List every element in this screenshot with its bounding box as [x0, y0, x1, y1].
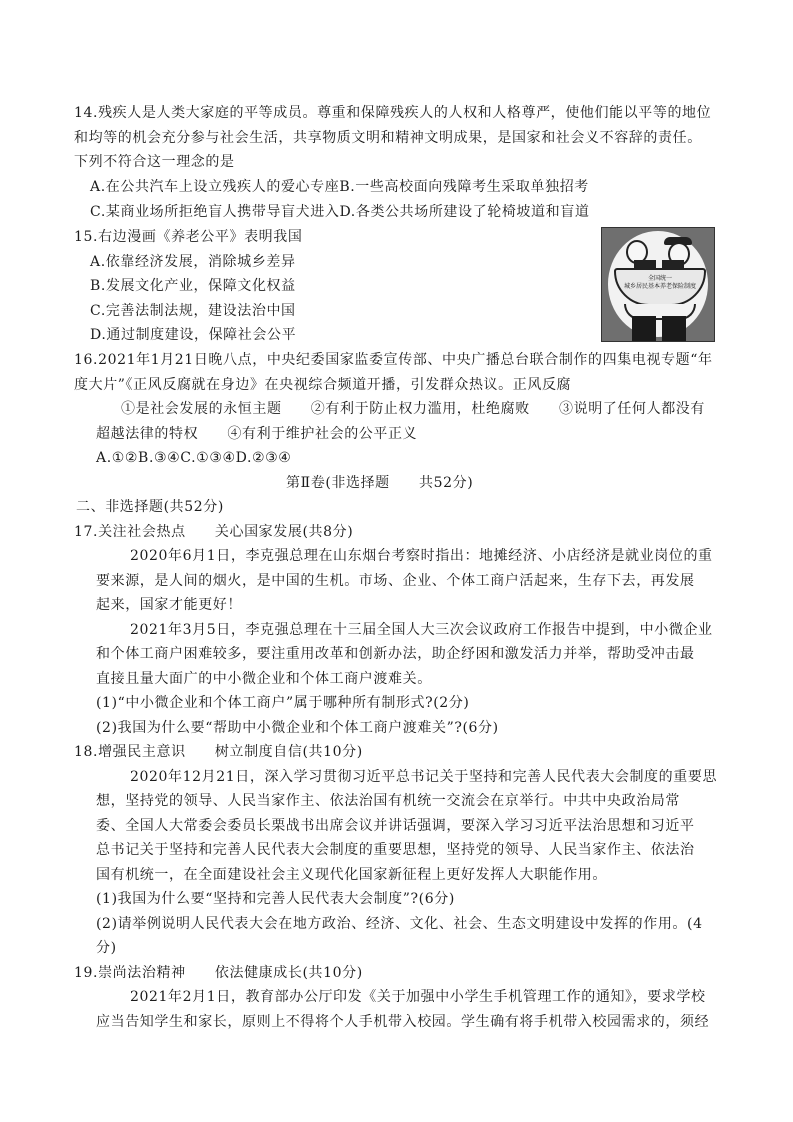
q16-options: A.①②B.③④C.①③④D.②③④ — [96, 450, 292, 466]
q18-para-line-2: 想，坚持党的领导、人民当家作主、依法治国有机统一交流会在京举行。中共中央政治局常 — [96, 793, 680, 809]
comic-sleeve-left — [632, 316, 656, 342]
q14-options-ab: A.在公共汽车上设立残疾人的爱心专座B.一些高校面向残障考生采取单独招考 — [90, 179, 589, 195]
q19-para-line-1: 2021年2月1日，教育部办公厅印发《关于加强中小学生手机管理工作的通知》，要求学校 — [130, 989, 706, 1005]
q16-stem-line-1: 16.2021年1月21日晚八点，中央纪委国家监委宣传部、中央广播总台联合制作的四集电视专题“年 — [74, 352, 713, 368]
q17-title: 17.关注社会热点 关心国家发展(共8分) — [74, 524, 354, 540]
q14-stem-line-2: 和均等的机会充分参与社会生活，共享物质文明和精神文明成果，是国家和社会义不容辞的责任。 — [74, 130, 702, 146]
q18-sub-question-1: (1)我国为什么要“坚持和完善人民代表大会制度”?(6分) — [96, 891, 455, 907]
q18-para-line-3: 委、全国人大常委会委员长栗战书出席会议并讲话强调，要深入学习习近平法治思想和习近平 — [96, 818, 695, 834]
q16-statements-line-1: ①是社会发展的永恒主题 ②有利于防止权力滥用，杜绝腐败 ③说明了任何人都没有 — [121, 401, 705, 417]
section-2-heading: 二、非选择题(共52分) — [76, 499, 224, 515]
comic-sleeve-right — [662, 316, 686, 342]
q14-options-cd: C.某商业场所拒绝盲人携带导盲犬进入D.各类公共场所建设了轮椅坡道和盲道 — [90, 204, 590, 220]
q17-para2-line-3: 直接且量大面广的中小微企业和个体工商户渡难关。 — [96, 671, 432, 687]
q17-para2-line-1: 2021年3月5日，李克强总理在十三届全国人大三次会议政府工作报告中提到，中小微企业 — [130, 622, 713, 638]
q16-stem-line-2: 度大片”《正风反腐就在身边》在央视综合频道开播，引发群众热议。正风反腐 — [74, 377, 572, 393]
q18-para-line-1: 2020年12月21日，深入学习贯彻习近平总书记关于坚持和完善人民代表大会制度的重要思 — [130, 769, 718, 785]
pension-fairness-comic — [601, 227, 715, 342]
q18-para-line-4: 总书记关于坚持和完善人民代表大会制度的重要思想，坚持党的领导、人民当家作主、依法治 — [96, 842, 695, 858]
q19-para-line-2: 应当告知学生和家长，原则上不得将个人手机带入校园。学生确有将手机带入校园需求的，须经 — [96, 1014, 710, 1030]
comic-label-line-1: 全国统一 — [647, 275, 672, 282]
q18-sub-question-2-cont: 分) — [96, 940, 117, 956]
q18-title: 18.增强民主意识 树立制度自信(共10分) — [74, 744, 363, 760]
q17-para1-line-3: 起来，国家才能更好！ — [96, 597, 242, 613]
q15-option-a: A.依靠经济发展，消除城乡差异 — [90, 254, 296, 270]
q17-para1-line-1: 2020年6月1日，李克强总理在山东烟台考察时指出：地摊经济、小店经济是就业岗位的重 — [130, 548, 713, 564]
q17-sub-question-1: (1)“中小微企业和个体工商户”属于哪种所有制形式?(2分) — [96, 695, 470, 711]
q18-sub-question-2: (2)请举例说明人民代表大会在地方政治、经济、文化、社会、生态文明建设中发挥的作用。(4 — [96, 916, 703, 932]
q15-stem: 15.右边漫画《养老公平》表明我国 — [74, 229, 303, 245]
q17-sub-question-2: (2)我国为什么要“帮助中小微企业和个体工商户渡难关”?(6分) — [96, 720, 499, 736]
q19-title: 19.崇尚法治精神 依法健康成长(共10分) — [74, 965, 363, 981]
comic-label-line-2: 城乡居民基本养老保险制度 — [623, 283, 696, 290]
q17-para2-line-2: 和个体工商户困难较多，要注重用改革和创新办法，助企纾困和激发活力并举，帮助受冲击最 — [96, 646, 695, 662]
q18-para-line-5: 国有机统一，在全面建设社会主义现代化国家新征程上更好发挥人大职能作用。 — [96, 867, 607, 883]
q14-stem-line-3: 下列不符合这一理念的是 — [74, 154, 235, 170]
q15-option-d: D.通过制度建设，保障社会公平 — [90, 327, 297, 343]
volume-2-title: 第Ⅱ卷(非选择题 共52分) — [286, 475, 474, 491]
q16-statements-line-2: 超越法律的特权 ④有利于维护社会的公平正义 — [96, 426, 418, 442]
q15-option-b: B.发展文化产业，保障文化权益 — [90, 278, 296, 294]
q14-stem-line-1: 14.残疾人是人类大家庭的平等成员。尊重和保障残疾人的人权和人格尊严，使他们能以平等的地位 — [74, 105, 712, 121]
comic-bowl-label — [618, 275, 702, 291]
q17-para1-line-2: 要来源，是人间的烟火，是中国的生机。市场、企业、个体工商户活起来，生存下去，再发展 — [96, 573, 695, 589]
q15-option-c: C.完善法制法规，建设法治中国 — [90, 303, 296, 319]
